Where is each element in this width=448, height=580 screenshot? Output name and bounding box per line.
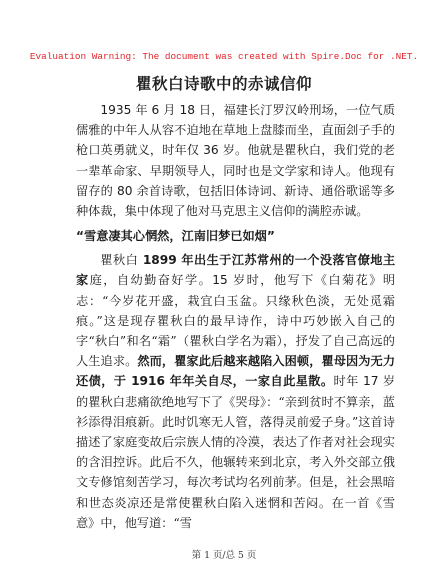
paragraph-2-bold-event: 然而，瞿家此后越来越陷入困顿，瞿母因为无力还债，于 1916 年年关自尽，一家自此星散。 bbox=[76, 354, 396, 389]
document-title: 瞿秋白诗歌中的赤诚信仰 bbox=[135, 75, 312, 93]
document-body bbox=[76, 100, 395, 533]
paragraph-2 bbox=[76, 250, 395, 533]
paragraph-1-age: 36 bbox=[199, 143, 223, 158]
paragraph-2-text-c: 岁时，他写下《白菊花》明志：“今岁花开盛，栽宜白玉盆。只缘秋色淡，无处觅霜痕。”这是现存瞿秋白的最早诗作，诗中巧妙嵌入自己的字“秋白”和名“霜”（瞿秋白学名为霜），抒发了自己高远的人生追求。 bbox=[76, 273, 396, 369]
paragraph-1-text-c: 余首诗歌，包括旧体诗词、新诗、通俗歌谣等多种体裁，集中体现了他对马克思主义信仰的满腔赤诚。 bbox=[76, 183, 395, 219]
evaluation-warning: Evaluation Warning: The document was created with Spire.Doc for .NET. bbox=[29, 51, 419, 62]
page-footer: 第 1 页/总 5 页 bbox=[191, 550, 257, 561]
paragraph-2-text-e: 岁的瞿秋白悲痛欲绝地写下了《哭母》：“亲到贫时不算亲，蓝衫添得泪痕新。此时饥寒无人管，落得灵前爱子身。”这首诗描述了家庭变故后宗族人情的冷漠，表达了作者对社会现实的含泪控诉。此后不久，他辗转来到北京，考入外交部立俄文专修馆刻苦学习，每次考试均名列前茅。但是，社会黑暗和世态炎凉还是常使瞿秋白陷入迷惘和苦闷。在一首《雪意》中，他写道：“雪 bbox=[76, 374, 396, 530]
paragraph-1-date: 1935 年 6 月 18 日 bbox=[100, 103, 212, 117]
paragraph-1-text-b: 岁。他就是瞿秋白，我们党的老一辈革命家、早期领导人，同时也是文学家和诗人。他现有留存的 bbox=[76, 143, 395, 198]
paragraph-1-text-a: ，福建长汀罗汉岭刑场，一位气质儒雅的中年人从容不迫地在草地上盘膝而坐，直面刽子手的枪口英勇就义，时年仅 bbox=[76, 103, 396, 158]
paragraph-2-text-d: 时年 bbox=[333, 374, 364, 389]
paragraph-2-text-b: 庭，自幼勤奋好学。 bbox=[89, 273, 213, 288]
paragraph-2-age-15: 15 bbox=[212, 273, 234, 288]
paragraph-2-birth: 1899 年出生于江苏常州的一个没落官僚地主家 bbox=[76, 253, 396, 288]
paragraph-2-age-17: 17 bbox=[363, 374, 383, 389]
paragraph-2-text-a: 瞿秋白 bbox=[100, 253, 139, 268]
paragraph-1 bbox=[76, 100, 395, 221]
section-heading: “雪意凄其心惘然，江南旧梦已如烟” bbox=[76, 229, 275, 244]
paragraph-1-count: 80 bbox=[112, 183, 137, 198]
